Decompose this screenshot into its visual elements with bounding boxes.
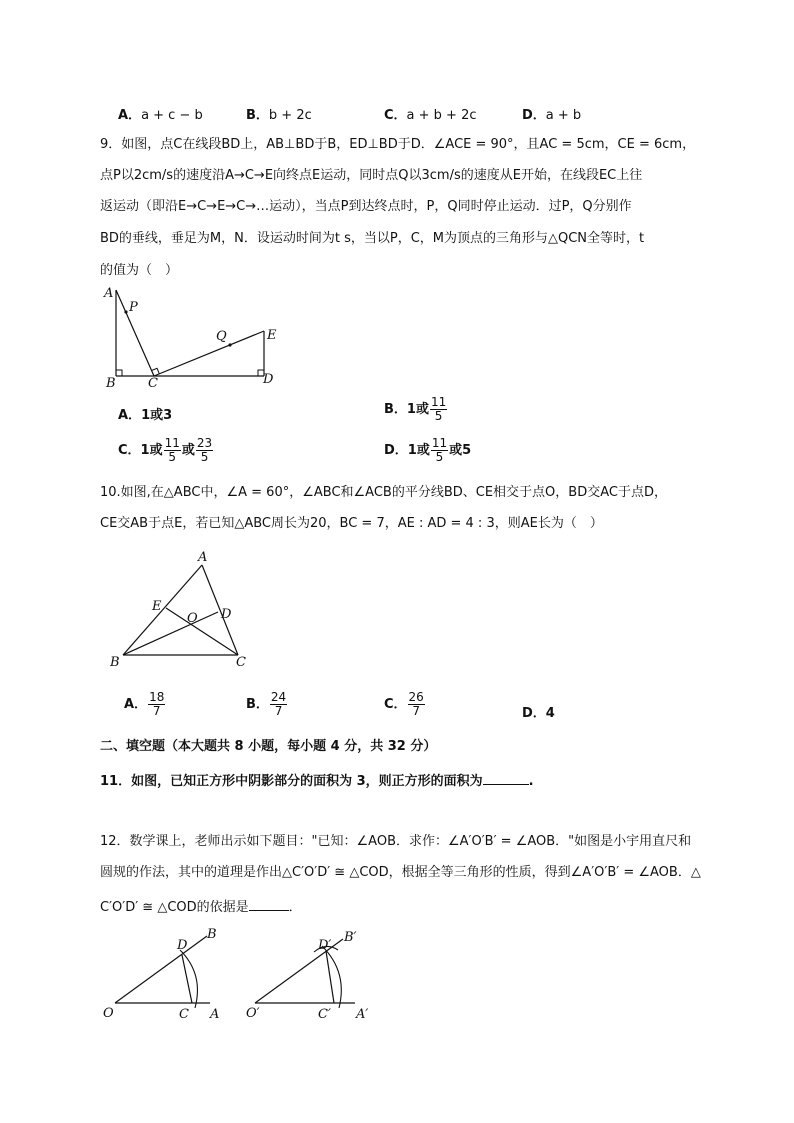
q12-left-label-c: C xyxy=(179,1007,189,1022)
q9-right-angle-b xyxy=(116,370,122,376)
q12-left-segment-cd xyxy=(182,955,192,1003)
q8-option-b: B．b + 2c xyxy=(246,108,312,123)
q10-label-d: D xyxy=(221,607,232,622)
q10-line-2: CE交AB于点E，若已知△ABC周长为20，BC = 7，AE : AD = 4 : 3，则AE长为（ ） xyxy=(100,516,603,531)
q10-option-b: B． $\frac{24}{7}$ xyxy=(246,690,287,718)
q10-label-a: A xyxy=(198,550,208,565)
q9-label-b: B xyxy=(106,376,116,390)
q10-option-a: A． $\frac{18}{7}$ xyxy=(124,690,165,718)
q12-right-label-o: O′ xyxy=(246,1006,260,1021)
q9-line-4: BD的垂线，垂足为M，N．设运动时间为t s，当以P，C，M为顶点的三角形与△QCN全等时，t xyxy=(100,231,645,246)
q10-label-b: B xyxy=(110,655,120,670)
q12-line-1: 12．数学课上，老师出示如下题目："已知：∠AOB．求作：∠A′O′B′ = ∠AOB．"如图是小宇用直尺和 xyxy=(100,834,692,849)
q10-line-1: 10.如图,在△ABC中，∠A = 60°，∠ABC和∠ACB的平分线BD、CE相交于点O，BD交AC于点D， xyxy=(100,485,667,500)
q10-label-e: E xyxy=(152,599,162,614)
section-2-title: 二、填空题（本大题共 8 小题，每小题 4 分，共 32 分） xyxy=(100,739,437,754)
q8-option-c: C．a + b + 2c xyxy=(384,108,477,123)
q10-label-o: O xyxy=(187,611,198,626)
q10-side-ab xyxy=(123,565,202,655)
q8-option-d: D．a + b xyxy=(522,108,582,123)
q9-option-d: D．1或 $\frac{11}{5}$ 或5 xyxy=(384,436,472,464)
q12-right-label-d: D′ xyxy=(318,938,332,953)
q12-answer-blank[interactable] xyxy=(249,896,289,911)
q10-bisector-bd xyxy=(123,612,218,655)
q12-figure xyxy=(100,924,400,1028)
q12-right-label-a: A′ xyxy=(356,1007,369,1022)
q12-left-label-b: B xyxy=(207,927,217,942)
q9-label-d: D xyxy=(263,372,274,387)
q11-text: 11．如图，已知正方形中阴影部分的面积为 3，则正方形的面积为 . xyxy=(100,770,534,791)
q9-label-e: E xyxy=(267,328,277,343)
q8-option-a: A．a + c − b xyxy=(118,108,203,123)
q12-line-2: 圆规的作法，其中的道理是作出△C′O′D′ ≅ △COD，根据全等三角形的性质，得到∠A′O′B′ = ∠AOB．△ xyxy=(100,865,701,880)
q12-left-label-d: D xyxy=(177,938,188,953)
q9-line-5: 的值为（ ） xyxy=(100,263,179,278)
q10-figure xyxy=(105,548,255,673)
q9-label-a: A xyxy=(104,286,114,301)
q12-right-label-c: C′ xyxy=(318,1007,331,1022)
q9-option-a: A．1或3 xyxy=(118,408,173,423)
q11-answer-blank[interactable] xyxy=(483,770,529,785)
q9-line-3: 返运动（即沿E→C→E→C→…运动），当点P到达终点时，P，Q同时停止运动．过P，Q分别作 xyxy=(100,199,632,214)
q9-label-q: Q xyxy=(216,329,227,344)
q9-option-c: C．1或 $\frac{11}{5}$ 或 $\frac{23}{5}$ xyxy=(118,436,213,464)
q9-line-2: 点P以2cm/s的速度沿A→C→E向终点E运动，同时点Q以3cm/s的速度从E开始，在线段EC上往 xyxy=(100,168,643,183)
q9-segment-ce xyxy=(154,331,264,376)
q12-right-arc xyxy=(322,946,341,1008)
q10-option-d: D．4 xyxy=(522,706,555,721)
q9-label-p: P xyxy=(129,300,138,315)
q9-label-c: C xyxy=(148,376,158,390)
q12-line-3: C′O′D′ ≅ △COD的依据是 ． xyxy=(100,896,302,917)
q12-left-label-o: O xyxy=(103,1006,114,1021)
q9-point-p xyxy=(124,310,127,313)
q12-right-label-b: B′ xyxy=(344,930,357,945)
q9-line-1: 9．如图，点C在线段BD上，AB⊥BD于B，ED⊥BD于D．∠ACE = 90°，且AC = 5cm，CE = 6cm， xyxy=(100,137,696,152)
q10-option-c: C． $\frac{26}{7}$ xyxy=(384,690,424,718)
q10-label-c: C xyxy=(236,655,246,670)
q9-point-q xyxy=(228,343,231,346)
q9-option-b: B．1或 $\frac{11}{5}$ xyxy=(384,395,447,423)
q12-left-label-a: A xyxy=(210,1007,220,1022)
q10-side-ac xyxy=(202,565,238,655)
q9-figure xyxy=(100,285,290,390)
